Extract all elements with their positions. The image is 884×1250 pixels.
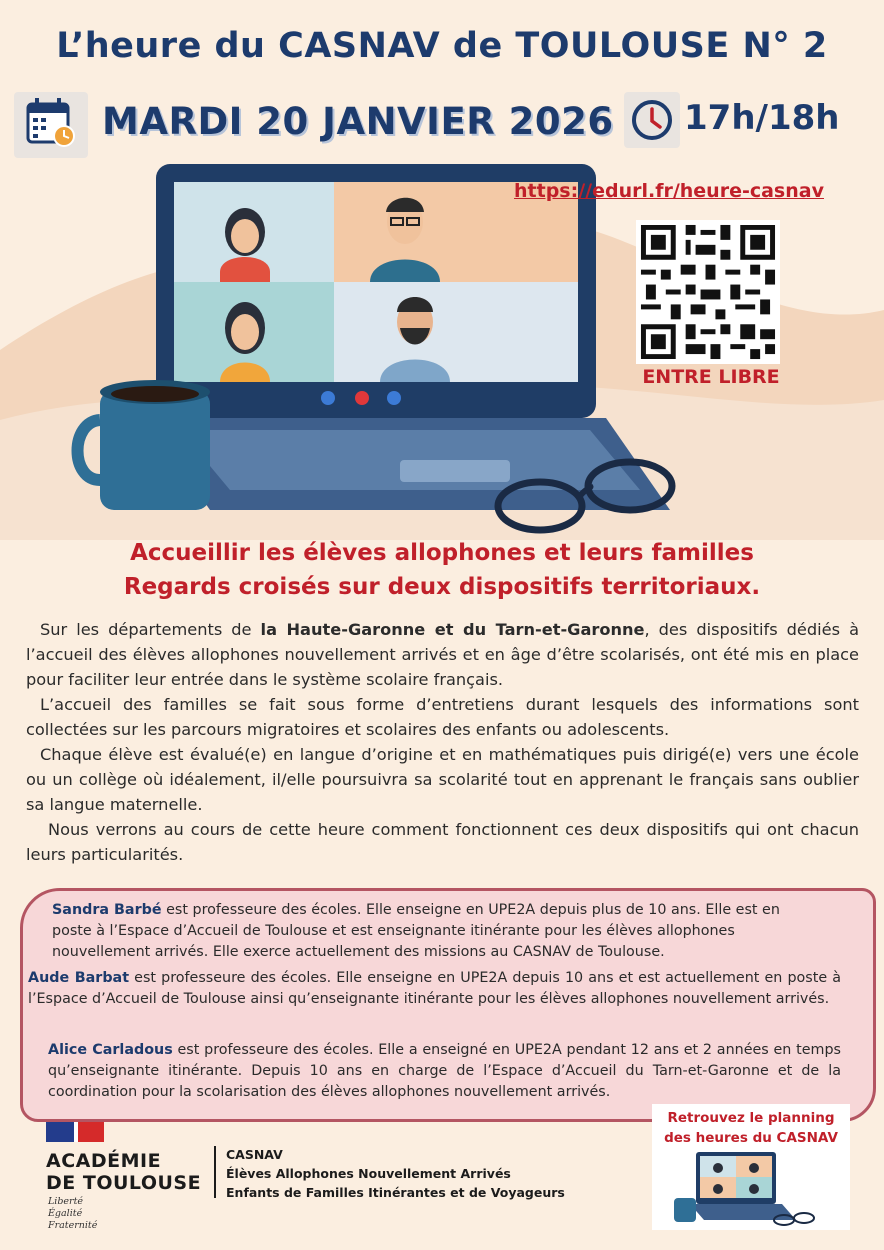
academy-logo [46, 1120, 216, 1240]
free-entry-label: ENTRE LIBRE [642, 366, 780, 388]
qr-code[interactable] [636, 220, 780, 364]
event-date: MARDI 20 JANVIER 2026 [102, 100, 614, 143]
speaker-bio: Alice Carladous est professeure des écoles. Elle a enseigné en UPE2A pendant 12 ans et 2 années en temps qu’enseignante itinérante. Depuis 10 ans en charge de l’Espace d’Accueil du Tarn-et-Garonne et de la coordination pour la scolarisation des élèves allophones nouvellement arrivés. [48, 1042, 841, 1100]
speaker-name: Sandra Barbé [52, 902, 162, 918]
speaker-bio: Aude Barbat est professeure des écoles. Elle enseigne en UPE2A depuis 10 ans et est actuellement en poste à l’Espace d’Accueil de Toulouse ainsi qu’enseignante itinérante pour les élèves allophones nouvellement arrivés. [28, 970, 842, 1007]
event-time: 17h/18h [684, 98, 840, 138]
speaker-name: Aude Barbat [28, 970, 130, 986]
event-description [26, 617, 859, 867]
casnav-info: CASNAV Élèves Allophones Nouvellement Arrivés Enfants de Familles Itinérantes et de Voyageurs [226, 1147, 565, 1200]
footer-divider [214, 1146, 216, 1198]
page-title: L’heure du CASNAV de TOULOUSE N° 2 [56, 26, 828, 66]
description-paragraph: Chaque élève est évalué(e) en langue d’origine et en mathématiques puis dirigé(e) vers une école ou un collège où idéalement, il/elle poursuivra sa scolarité tout en apprenant le français sans oublier sa langue maternelle. [26, 745, 859, 814]
calendar-icon [14, 92, 88, 158]
marianne-flag-icon [46, 1122, 104, 1142]
event-subtitle [0, 536, 884, 604]
speaker-bio: Sandra Barbé est professeure des écoles. Elle enseigne en UPE2A depuis plus de 10 ans. Elle est en poste à l’Espace d’Accueil de Toulouse et est enseignante itinérante pour les élèves allophones nouvellement arrivés. Elle exerce actuellement des missions au CASNAV de Toulouse. [52, 902, 780, 960]
clock-icon [624, 92, 680, 148]
subtitle-line-1: Accueillir les élèves allophones et leurs familles [130, 540, 754, 566]
republic-motto: Liberté Égalité Fraternité [48, 1196, 98, 1231]
speaker-name: Alice Carladous [48, 1042, 173, 1058]
description-paragraph: Nous verrons au cours de cette heure comment fonctionnent ces deux dispositifs qui ont chacun leurs particularités. [26, 820, 859, 864]
laptop-icon [656, 1148, 846, 1228]
planning-link[interactable] [652, 1104, 850, 1230]
subtitle-line-2: Regards croisés sur deux dispositifs territoriaux. [123, 574, 761, 600]
event-link[interactable]: https://edurl.fr/heure-casnav [514, 180, 824, 202]
description-paragraph: Sur les départements de la Haute-Garonne et du Tarn-et-Garonne, des dispositifs dédiés à l’accueil des élèves allophones nouvellement arrivés et en âge d’être scolarisés, ont été mis en place pour faciliter leur entrée dans le système scolaire français. [26, 620, 859, 689]
description-paragraph: L’accueil des familles se fait sous forme d’entretiens durant lesquels des informations sont collectées sur les parcours migratoires et scolaires des enfants ou adolescents. [26, 695, 859, 739]
academy-name: ACADÉMIE DE TOULOUSE [46, 1150, 202, 1194]
laptop-illustration [70, 160, 690, 540]
planning-text: Retrouvez le planning des heures du CASNAV [664, 1110, 838, 1146]
